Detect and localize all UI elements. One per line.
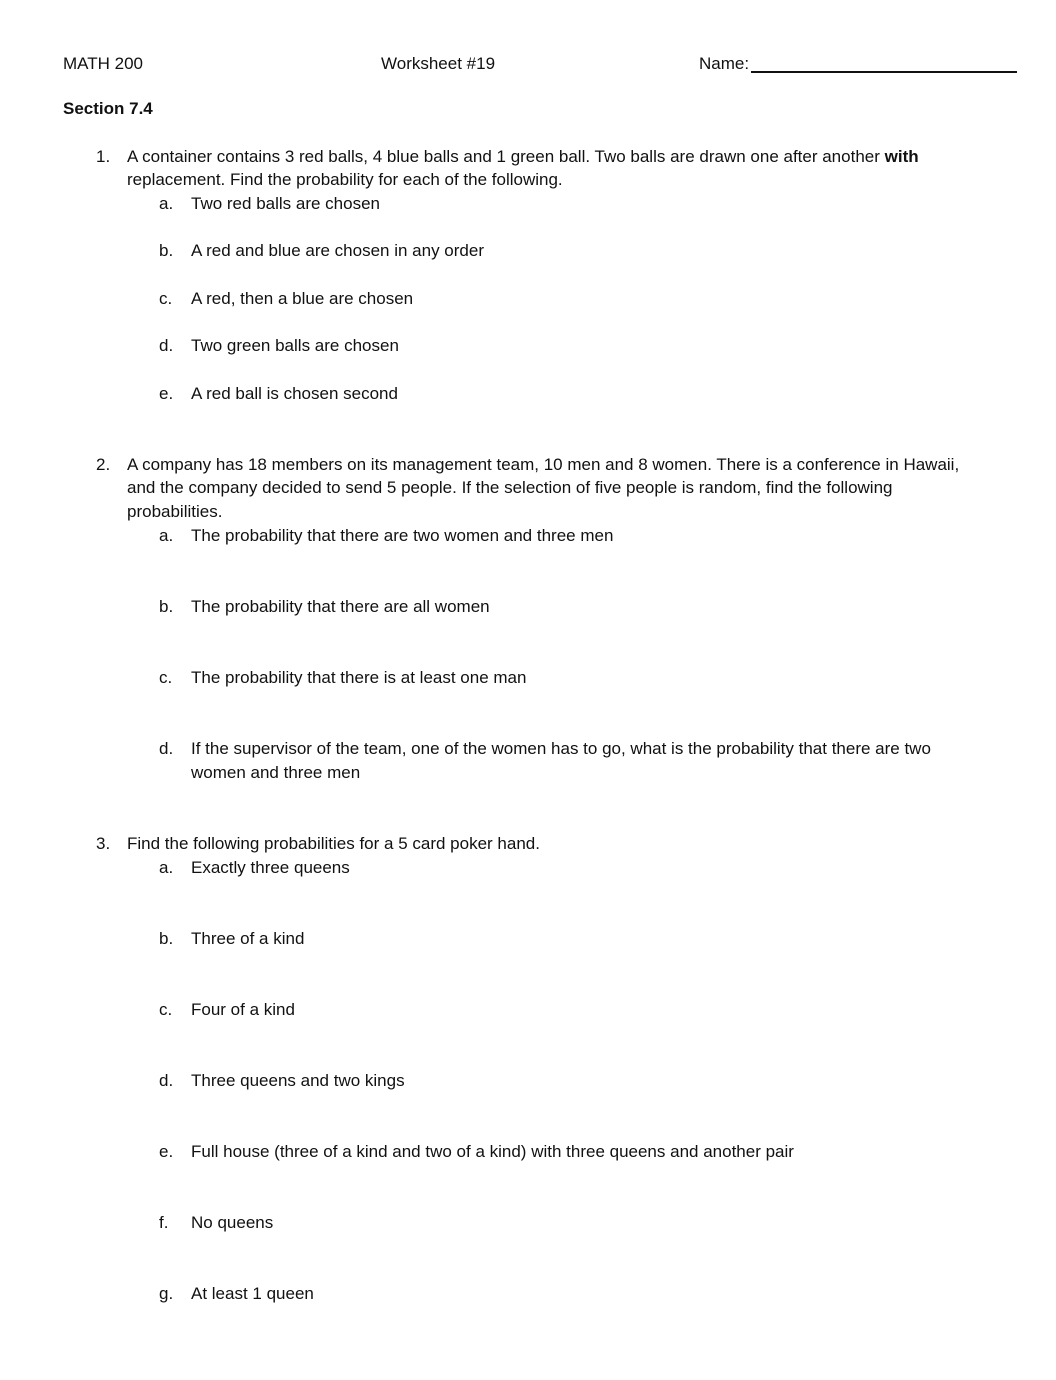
- part-text: Three of a kind: [191, 929, 305, 948]
- part-letter: d.: [159, 739, 174, 758]
- question-number: 3.: [96, 834, 111, 853]
- name-blank-line[interactable]: [751, 71, 1017, 73]
- worksheet-label: Worksheet #19: [381, 54, 496, 73]
- part-text: The probability that there is at least one man: [191, 668, 527, 687]
- name-label: Name:: [699, 54, 750, 73]
- course-label: MATH 200: [63, 54, 143, 73]
- question-text: A company has 18 members on its management team, 10 men and 8 women. There is a conference in Hawaii,: [127, 455, 960, 474]
- part-text: If the supervisor of the team, one of the women has to go, what is the probability that there are two: [191, 739, 931, 758]
- question-text: probabilities.: [127, 502, 223, 521]
- part-letter: f.: [159, 1213, 169, 1232]
- question-number: 2.: [96, 455, 111, 474]
- part-text: Four of a kind: [191, 1000, 295, 1019]
- part-text: A red, then a blue are chosen: [191, 289, 414, 308]
- part-letter: b.: [159, 597, 174, 616]
- part-letter: c.: [159, 668, 173, 687]
- question-number: 1.: [96, 147, 111, 166]
- part-letter: a.: [159, 858, 174, 877]
- part-letter: a.: [159, 526, 174, 545]
- section-title: Section 7.4: [63, 99, 153, 118]
- part-text: Three queens and two kings: [191, 1071, 405, 1090]
- question-text: Find the following probabilities for a 5 card poker hand.: [127, 834, 540, 853]
- part-text: No queens: [191, 1213, 274, 1232]
- part-letter: c.: [159, 1000, 173, 1019]
- question-text: replacement. Find the probability for each of the following.: [127, 170, 563, 189]
- part-text: Two green balls are chosen: [191, 336, 399, 355]
- part-letter: e.: [159, 384, 174, 403]
- part-letter: c.: [159, 289, 173, 308]
- part-text: A red ball is chosen second: [191, 384, 398, 403]
- part-letter: d.: [159, 336, 174, 355]
- part-text: The probability that there are two women and three men: [191, 526, 614, 545]
- part-letter: g.: [159, 1284, 174, 1303]
- part-letter: b.: [159, 929, 174, 948]
- part-letter: b.: [159, 241, 174, 260]
- part-text: Two red balls are chosen: [191, 194, 380, 213]
- question-text: and the company decided to send 5 people. If the selection of five people is random, find the following: [127, 478, 893, 497]
- part-letter: e.: [159, 1142, 174, 1161]
- part-letter: a.: [159, 194, 174, 213]
- part-text: At least 1 queen: [191, 1284, 314, 1303]
- part-text: A red and blue are chosen in any order: [191, 241, 484, 260]
- part-text: The probability that there are all women: [191, 597, 490, 616]
- part-text: Full house (three of a kind and two of a kind) with three queens and another pair: [191, 1142, 794, 1161]
- part-letter: d.: [159, 1071, 174, 1090]
- part-text: women and three men: [191, 763, 361, 782]
- question-text: A container contains 3 red balls, 4 blue balls and 1 green ball. Two balls are drawn one after another with: [127, 147, 919, 166]
- part-text: Exactly three queens: [191, 858, 350, 877]
